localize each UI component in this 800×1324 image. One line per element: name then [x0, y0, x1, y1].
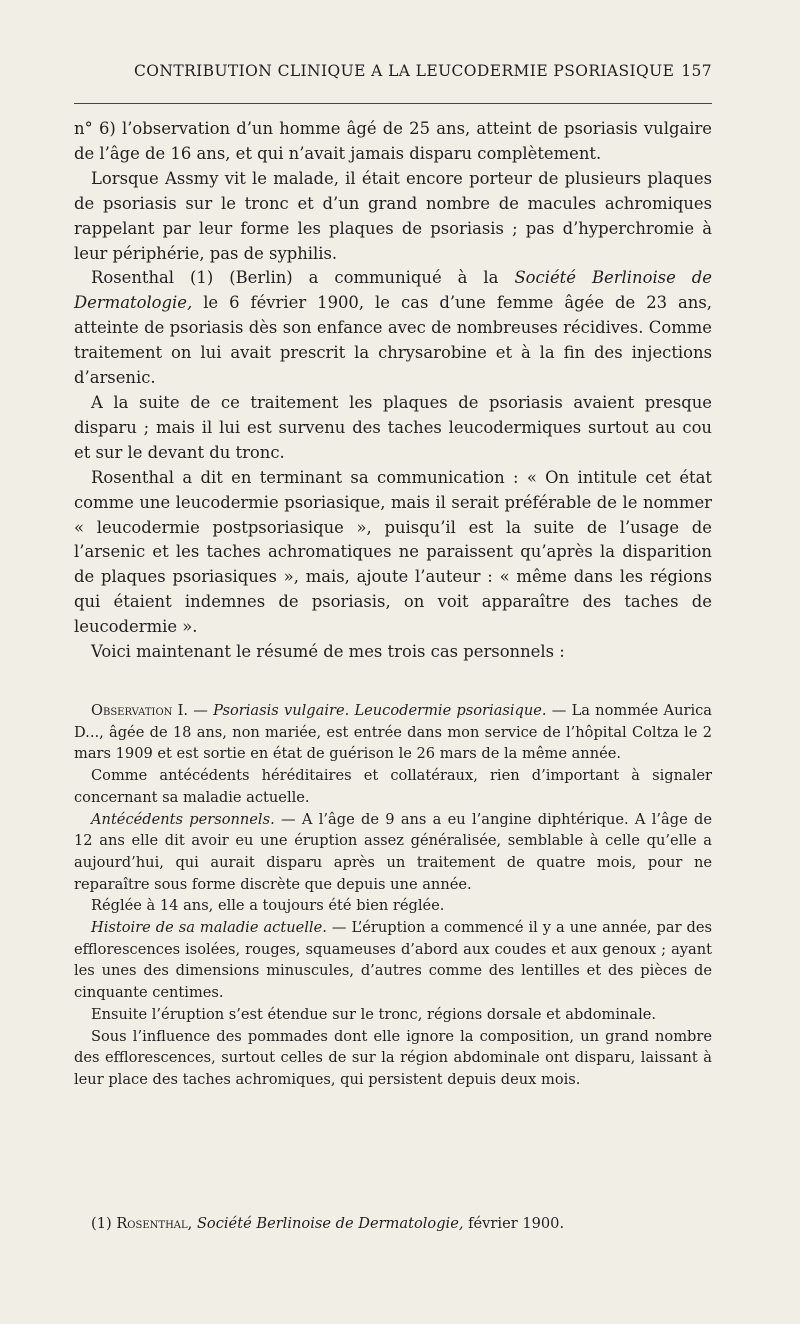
text-run: Rosenthal (1) (Berlin) a communiqué à la	[91, 268, 515, 288]
text-run: — A l’âge de 9 ans a eu l’angine diphtérique. A l’âge de 12 ans elle dit avoir eu une éruption assez généralisée, semblable à celle qu’elle a aujourd’hui, qui aurait disparu après un traitement de quatre mois, pour ne reparaître sous forme discrète que depuis une année.	[74, 810, 712, 893]
page-number: 157	[681, 62, 712, 80]
footnote-marker: (1)	[91, 1215, 117, 1232]
paragraph: Lorsque Assmy vit le malade, il était encore porteur de plusieurs plaques de psoriasis sur le tronc et d’un grand nombre de macules achromiques rappelant par leur forme les plaques de psoriasis ; pas d’hyperchromie à leur périphérie, pas de syphilis.	[74, 168, 712, 263]
paragraph: Réglée à 14 ans, elle a toujours été bien réglée.	[91, 897, 445, 915]
observation-number: I. —	[172, 702, 214, 719]
journal-title: Société Berlinoise de Dermatologie,	[74, 268, 712, 313]
observation-label: Observation	[91, 702, 173, 719]
subheading: Histoire de sa maladie actuelle.	[91, 919, 327, 937]
observation-title: Psoriasis vulgaire. Leucodermie psoriasique.	[213, 702, 547, 719]
footnote-author: Rosenthal,	[116, 1215, 193, 1232]
observation-heading-paragraph	[74, 700, 712, 765]
footnote	[74, 1213, 712, 1234]
header-rule	[74, 103, 712, 104]
text-run: le 6 février 1900, le cas d’une femme âgée de 23 ans, atteinte de psoriasis dès son enfance avec de nombreuses récidives. Comme traitement on lui avait prescrit la chrysarobine et à la fin des injections d’arsenic.	[74, 293, 712, 388]
paragraph: A la suite de ce traitement les plaques de psoriasis avaient presque disparu ; mais il lui est survenu des taches leucodermiques surtout au cou et sur le devant du tronc.	[74, 392, 712, 462]
paragraph: Rosenthal a dit en terminant sa communication : « On intitule cet état comme une leucodermie psoriasique, mais il serait préférable de le nommer « leucodermie postpsoriasique », puisqu’il est la suite de l’usage de l’arsenic et les taches achromatiques ne paraissent qu’après la disparition de plaques psoriasiques », mais, ajoute l’auteur : « même dans les régions qui étaient indemnes de psoriasis, on voit apparaître des taches de leucodermie ».	[74, 467, 712, 637]
running-title: CONTRIBUTION CLINIQUE A LA LEUCODERMIE PSORIASIQUE	[134, 62, 675, 80]
paragraph	[74, 266, 712, 391]
paragraph: Ensuite l’éruption s’est étendue sur le tronc, régions dorsale et abdominale.	[91, 1005, 657, 1023]
observation-section	[74, 700, 712, 1091]
running-header	[74, 62, 712, 90]
paragraph: Voici maintenant le résumé de mes trois cas personnels :	[91, 642, 565, 662]
paragraph	[74, 809, 712, 896]
text-run: — L’éruption a commencé il y a une année, par des efflorescences isolées, rouges, squameuses d’abord aux coudes et aux genoux ; ayant les unes des dimensions minuscules, d’autres comme des lentilles et des pièces de cinquante centimes.	[74, 919, 712, 1002]
paragraph: n° 6) l’observation d’un homme âgé de 25 ans, atteint de psoriasis vulgaire de l’âge de 16 ans, et qui n’avait jamais disparu complètement.	[74, 119, 712, 163]
main-text	[74, 117, 712, 665]
subheading: Antécédents personnels.	[91, 810, 275, 828]
paragraph: Comme antécédents héréditaires et collatéraux, rien d’important à signaler concernant sa maladie actuelle.	[74, 767, 712, 806]
paragraph: Sous l’influence des pommades dont elle ignore la composition, un grand nombre des efflorescences, surtout celles de sur la région abdominale ont disparu, laissant à leur place des taches achromiques, qui persistent depuis deux mois.	[74, 1027, 712, 1088]
footnote-title: Société Berlinoise de Dermatologie,	[196, 1215, 464, 1232]
footnote-date: février 1900.	[463, 1215, 565, 1232]
paragraph	[74, 917, 712, 1004]
text-run: — La nommée Aurica D..., âgée de 18 ans, non mariée, est entrée dans mon service de l’hôpital Coltza le 2 mars 1909 et est sortie en état de guérison le 26 mars de la même année.	[74, 702, 712, 763]
